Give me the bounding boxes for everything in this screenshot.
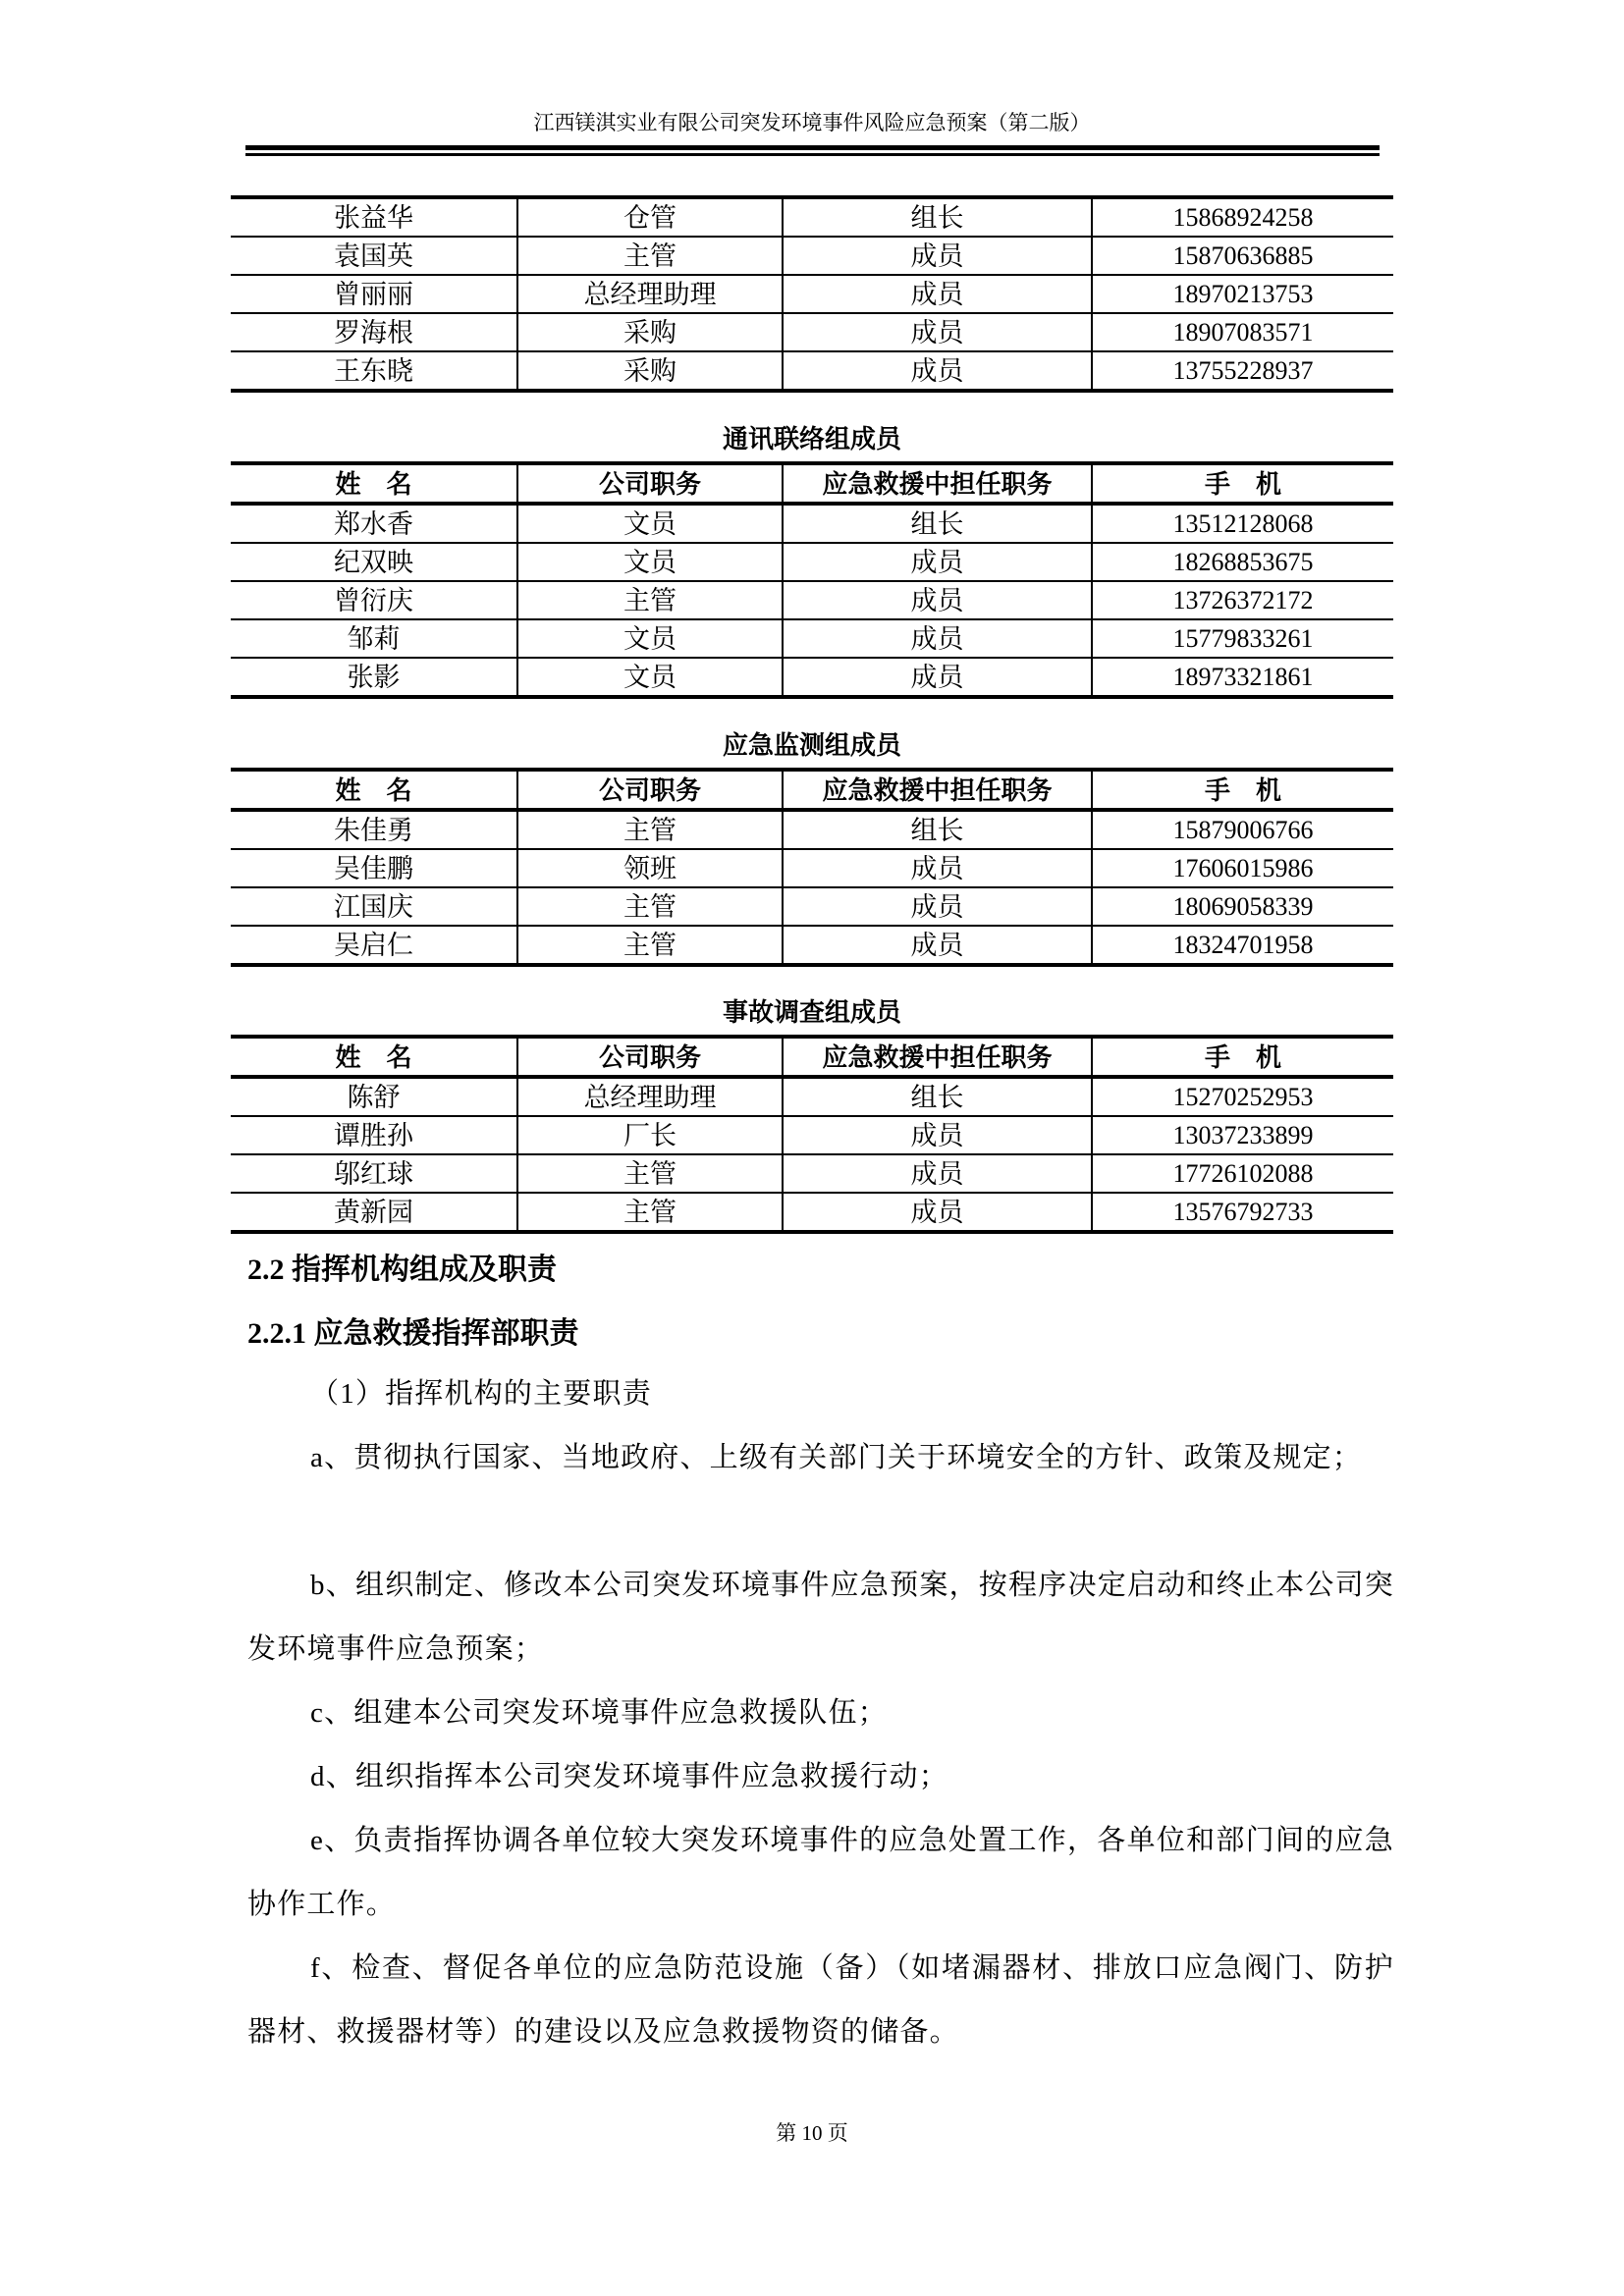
cell-position: 主管 (517, 581, 783, 619)
cell-name: 吴启仁 (231, 926, 517, 965)
roster-table-communication (231, 461, 1393, 699)
header-rule-thick (245, 145, 1380, 150)
cell-phone: 13037233899 (1092, 1116, 1393, 1154)
page-number: 第 10 页 (776, 2121, 848, 2145)
table-row (231, 1154, 1393, 1193)
cell-role: 组长 (783, 197, 1092, 237)
cell-phone: 15879006766 (1092, 810, 1393, 849)
cell-phone: 18069058339 (1092, 887, 1393, 926)
cell-phone: 13576792733 (1092, 1193, 1393, 1232)
table-row (231, 810, 1393, 849)
cell-position: 采购 (517, 313, 783, 351)
column-header-role: 应急救援中担任职务 (783, 1037, 1092, 1077)
cell-phone: 18907083571 (1092, 313, 1393, 351)
cell-phone: 15868924258 (1092, 197, 1393, 237)
cell-name: 谭胜孙 (231, 1116, 517, 1154)
table-caption-investigation: 事故调查组成员 (722, 997, 901, 1027)
column-header-position: 公司职务 (517, 1037, 783, 1077)
cell-position: 主管 (517, 810, 783, 849)
roster-table-monitoring (231, 768, 1393, 967)
cell-position: 主管 (517, 926, 783, 965)
cell-role: 成员 (783, 237, 1092, 275)
cell-position: 采购 (517, 351, 783, 391)
table-header-row (231, 463, 1393, 504)
cell-name: 吴佳鹏 (231, 849, 517, 887)
column-header-phone: 手 机 (1092, 463, 1393, 504)
cell-position: 仓管 (517, 197, 783, 237)
table-caption-monitoring: 应急监测组成员 (722, 730, 901, 760)
column-header-name: 姓 名 (231, 1037, 517, 1077)
cell-phone: 15270252953 (1092, 1077, 1393, 1116)
cell-name: 袁国英 (231, 237, 517, 275)
duty-item-e: e、负责指挥协调各单位较大突发环境事件的应急处置工作，各单位和部门间的应急协作工作。 (247, 1825, 1394, 1920)
duty-item-b: b、组织制定、修改本公司突发环境事件应急预案，按程序决定启动和终止本公司突发环境事件应急预案； (247, 1570, 1394, 1665)
cell-position: 文员 (517, 619, 783, 658)
cell-name: 陈舒 (231, 1077, 517, 1116)
roster-table-continued (231, 195, 1393, 393)
cell-position: 文员 (517, 658, 783, 697)
section-heading-2-2-1: 2.2.1 应急救援指挥部职责 (247, 1317, 579, 1350)
cell-name: 纪双映 (231, 543, 517, 581)
table-row (231, 275, 1393, 313)
column-header-position: 公司职务 (517, 770, 783, 810)
cell-role: 组长 (783, 504, 1092, 543)
cell-phone: 17726102088 (1092, 1154, 1393, 1193)
cell-role: 成员 (783, 543, 1092, 581)
duty-item-c: c、组建本公司突发环境事件应急救援队伍； (310, 1697, 888, 1729)
table-row (231, 849, 1393, 887)
table-caption-communication: 通讯联络组成员 (722, 424, 901, 454)
table-header-row (231, 770, 1393, 810)
cell-position: 主管 (517, 1154, 783, 1193)
table-row (231, 1193, 1393, 1232)
cell-name: 张益华 (231, 197, 517, 237)
table-row (231, 581, 1393, 619)
cell-position: 主管 (517, 237, 783, 275)
section-heading-2-2: 2.2 指挥机构组成及职责 (247, 1254, 557, 1286)
column-header-phone: 手 机 (1092, 1037, 1393, 1077)
table-row (231, 543, 1393, 581)
table-row (231, 619, 1393, 658)
cell-role: 成员 (783, 658, 1092, 697)
cell-name: 曾衍庆 (231, 581, 517, 619)
column-header-role: 应急救援中担任职务 (783, 770, 1092, 810)
table-row (231, 504, 1393, 543)
cell-name: 郑水香 (231, 504, 517, 543)
cell-phone: 18268853675 (1092, 543, 1393, 581)
table-row (231, 926, 1393, 965)
cell-phone: 15870636885 (1092, 237, 1393, 275)
cell-position: 厂长 (517, 1116, 783, 1154)
cell-phone: 15779833261 (1092, 619, 1393, 658)
cell-phone: 18324701958 (1092, 926, 1393, 965)
cell-name: 邬红球 (231, 1154, 517, 1193)
cell-position: 文员 (517, 543, 783, 581)
cell-name: 朱佳勇 (231, 810, 517, 849)
cell-position: 主管 (517, 1193, 783, 1232)
cell-phone: 18973321861 (1092, 658, 1393, 697)
cell-role: 成员 (783, 1116, 1092, 1154)
column-header-role: 应急救援中担任职务 (783, 463, 1092, 504)
cell-role: 成员 (783, 926, 1092, 965)
cell-position: 总经理助理 (517, 275, 783, 313)
cell-phone: 13512128068 (1092, 504, 1393, 543)
cell-role: 成员 (783, 887, 1092, 926)
cell-role: 成员 (783, 313, 1092, 351)
cell-role: 成员 (783, 619, 1092, 658)
cell-name: 罗海根 (231, 313, 517, 351)
cell-position: 文员 (517, 504, 783, 543)
cell-name: 邹莉 (231, 619, 517, 658)
cell-role: 成员 (783, 581, 1092, 619)
cell-role: 成员 (783, 1193, 1092, 1232)
cell-phone: 18970213753 (1092, 275, 1393, 313)
roster-table-investigation (231, 1035, 1393, 1234)
table-row (231, 313, 1393, 351)
table-header-row (231, 1037, 1393, 1077)
cell-position: 总经理助理 (517, 1077, 783, 1116)
cell-role: 组长 (783, 810, 1092, 849)
cell-phone: 13726372172 (1092, 581, 1393, 619)
header-rule-thin (245, 153, 1380, 156)
table-row (231, 1116, 1393, 1154)
duty-item-d: d、组织指挥本公司突发环境事件应急救援行动； (310, 1761, 948, 1792)
cell-name: 曾丽丽 (231, 275, 517, 313)
column-header-name: 姓 名 (231, 770, 517, 810)
column-header-position: 公司职务 (517, 463, 783, 504)
table-row (231, 658, 1393, 697)
table-row (231, 237, 1393, 275)
column-header-name: 姓 名 (231, 463, 517, 504)
cell-role: 成员 (783, 1154, 1092, 1193)
cell-role: 成员 (783, 351, 1092, 391)
duty-item-a: a、贯彻执行国家、当地政府、上级有关部门关于环境安全的方针、政策及规定； (310, 1442, 1363, 1473)
cell-role: 成员 (783, 849, 1092, 887)
cell-name: 张影 (231, 658, 517, 697)
page-header-title: 江西镁淇实业有限公司突发环境事件风险应急预案（第二版） (533, 111, 1091, 134)
column-header-phone: 手 机 (1092, 770, 1393, 810)
table-row (231, 887, 1393, 926)
cell-name: 王东晓 (231, 351, 517, 391)
cell-role: 成员 (783, 275, 1092, 313)
table-row (231, 197, 1393, 237)
cell-position: 领班 (517, 849, 783, 887)
cell-position: 主管 (517, 887, 783, 926)
table-row (231, 351, 1393, 391)
subheading-main-duties: （1）指挥机构的主要职责 (310, 1378, 652, 1410)
cell-phone: 13755228937 (1092, 351, 1393, 391)
table-row (231, 1077, 1393, 1116)
duty-item-f: f、检查、督促各单位的应急防范设施（备）（如堵漏器材、排放口应急阀门、防护器材、救援器材等）的建设以及应急救援物资的储备。 (247, 1952, 1394, 2048)
cell-phone: 17606015986 (1092, 849, 1393, 887)
cell-name: 江国庆 (231, 887, 517, 926)
cell-role: 组长 (783, 1077, 1092, 1116)
cell-name: 黄新园 (231, 1193, 517, 1232)
